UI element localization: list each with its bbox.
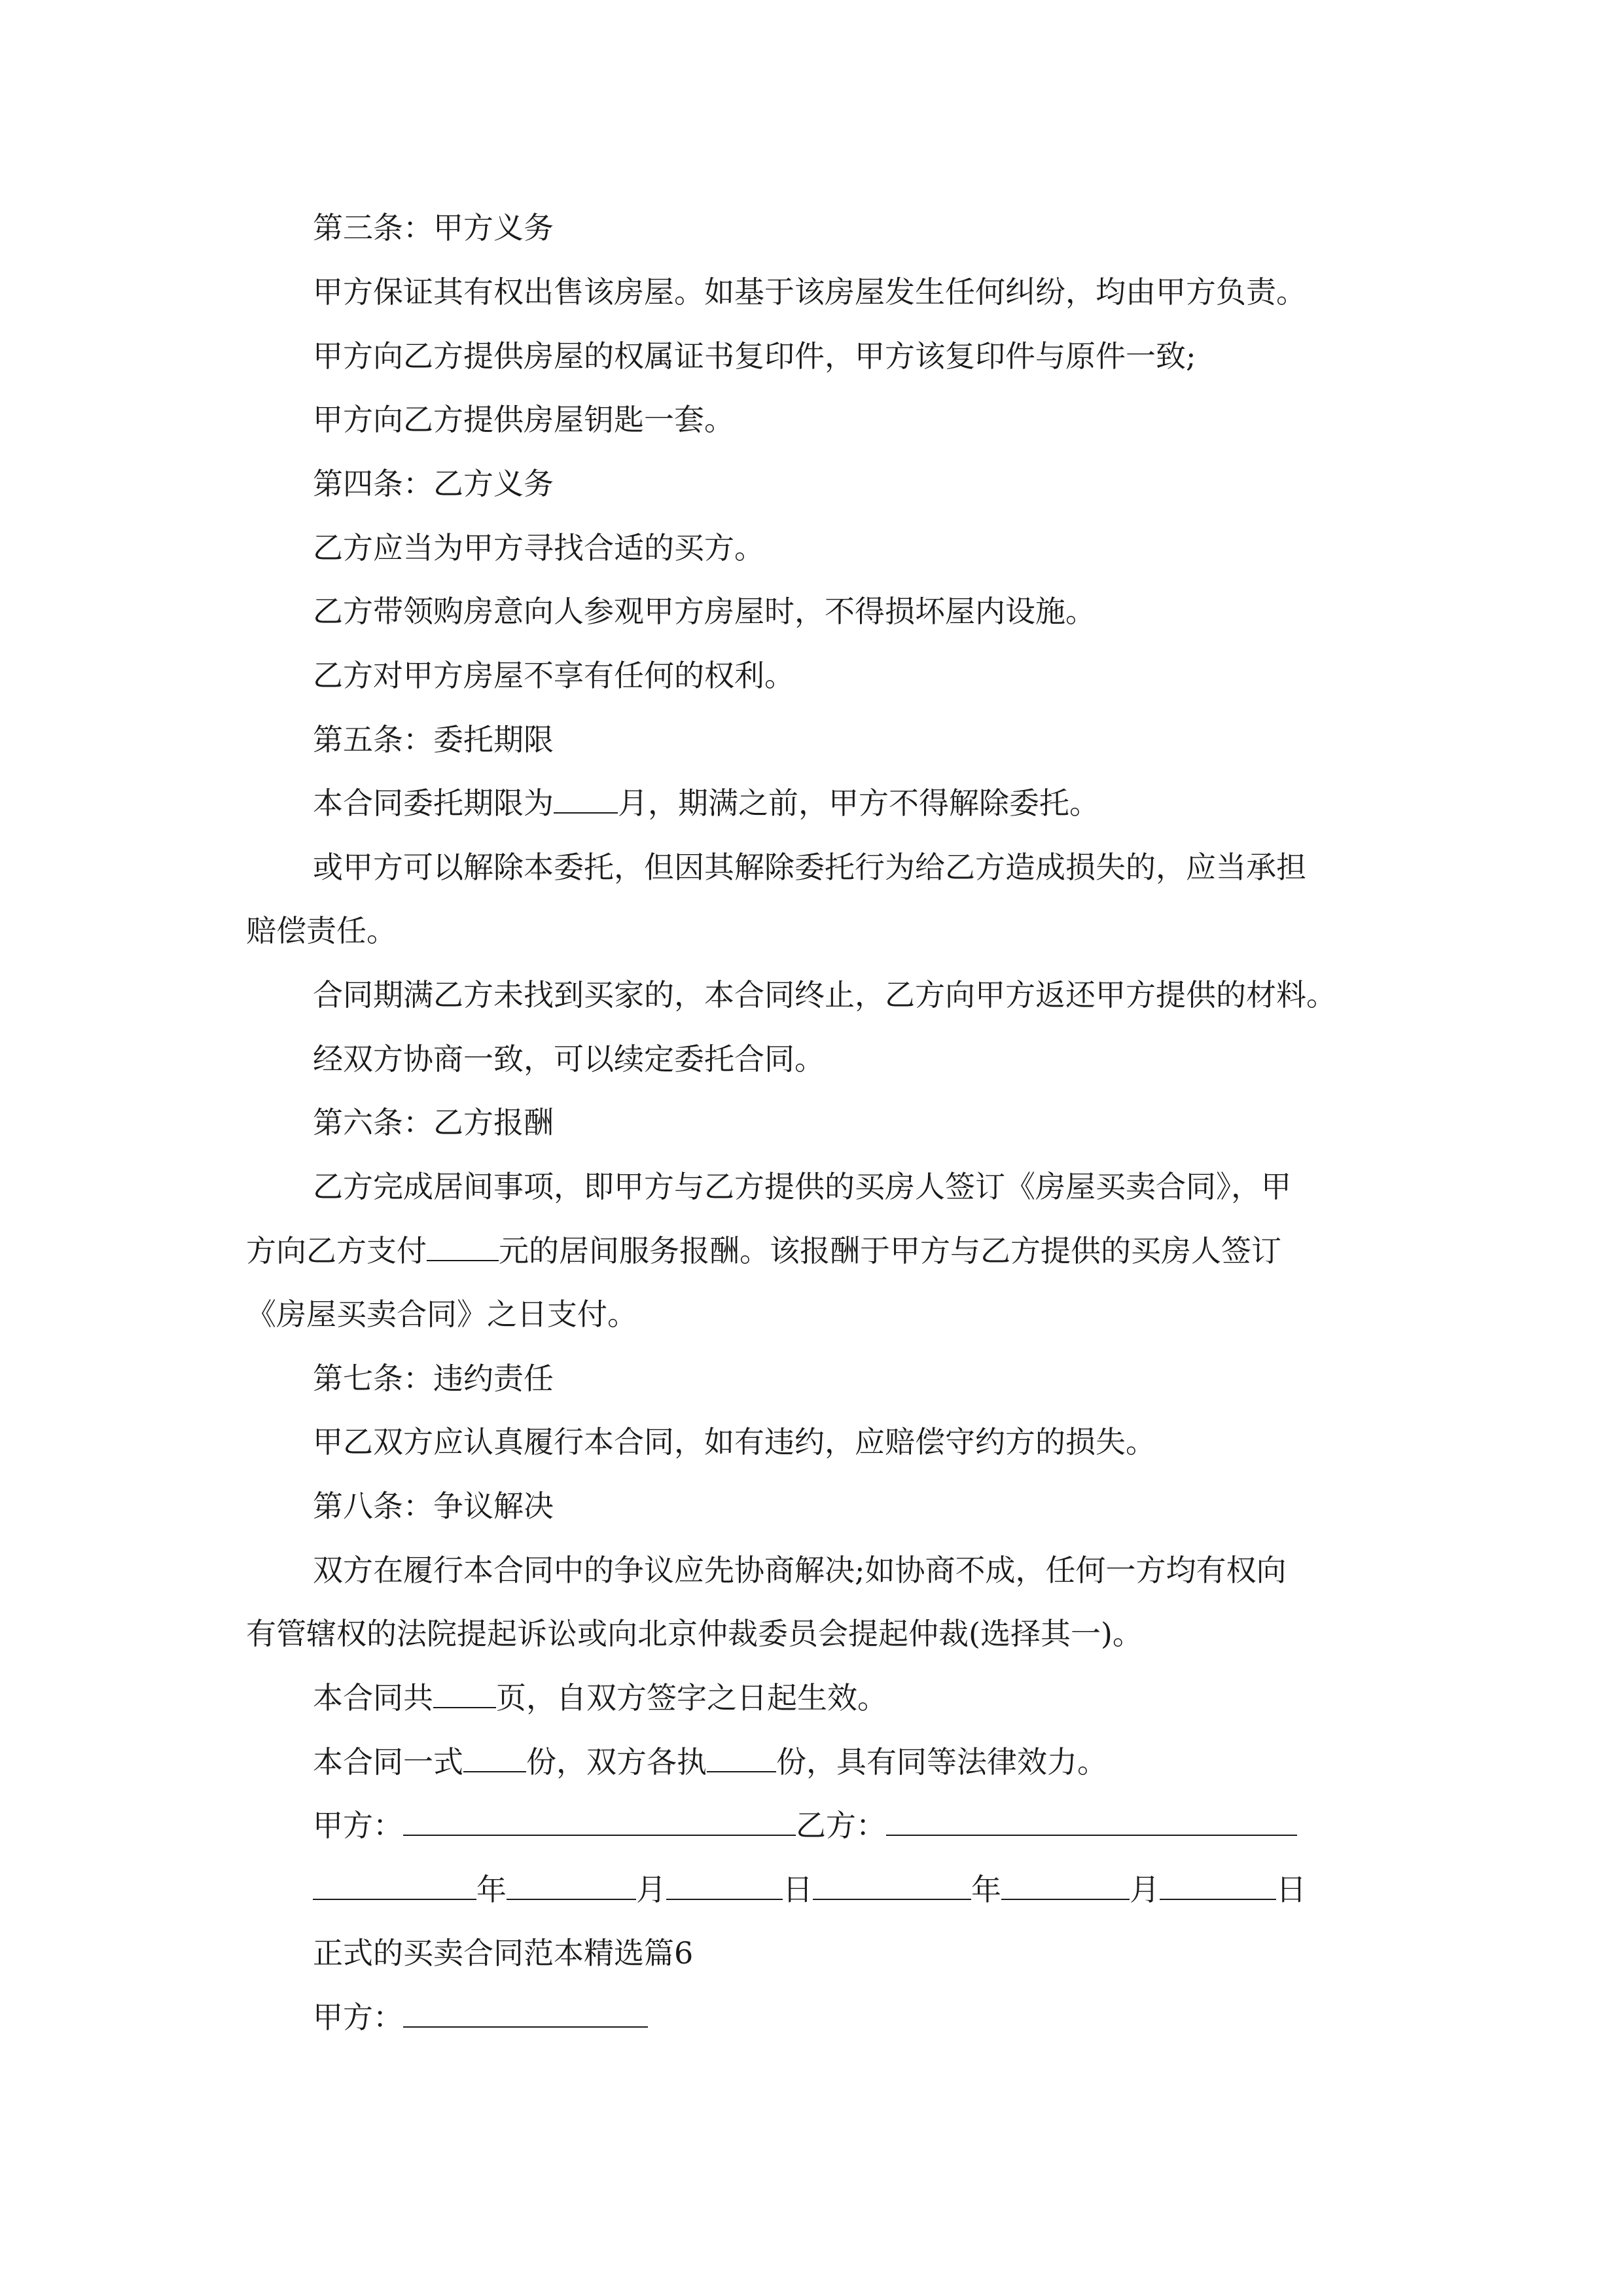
term-prefix: 本合同委托期限为 (313, 785, 554, 821)
article-6-heading: 第六条：乙方报酬 (313, 1105, 554, 1140)
copies-total-blank (463, 1742, 526, 1772)
paragraph: 甲方保证其有权出售该房屋。如基于该房屋发生任何纠纷，均由甲方负责。 (313, 274, 1306, 310)
copies-prefix: 本合同一式 (313, 1744, 463, 1780)
article-5-heading: 第五条：委托期限 (313, 722, 554, 757)
paragraph: 乙方应当为甲方寻找合适的买方。 (313, 530, 764, 565)
term-suffix: 月，期满之前，甲方不得解除委托。 (618, 785, 1099, 821)
article-7-heading: 第七条：违约责任 (313, 1361, 554, 1396)
party-a-signature-blank (403, 1806, 796, 1836)
next-section-title: 正式的买卖合同范本精选篇6 (313, 1935, 694, 1971)
paragraph: 乙方对甲方房屋不享有任何的权利。 (313, 658, 794, 693)
pages-count-blank (433, 1678, 496, 1708)
pages-paragraph (313, 1678, 887, 1717)
paragraph: 乙方带领购房意向人参观甲方房屋时，不得损坏屋内设施。 (313, 594, 1096, 629)
year-label: 年 (476, 1872, 507, 1907)
party-b-year-blank (813, 1870, 971, 1900)
next-party-a-blank (403, 1998, 648, 2028)
paragraph-continuation: 赔偿责任。 (246, 913, 397, 948)
party-a-label: 甲方： (313, 1808, 403, 1843)
party-b-month-blank (1001, 1870, 1130, 1900)
pages-prefix: 本合同共 (313, 1680, 433, 1715)
party-a-day-blank (666, 1870, 783, 1900)
copies-middle: 份，双方各执 (526, 1744, 707, 1780)
paragraph: 甲方向乙方提供房屋钥匙一套。 (313, 402, 734, 437)
day-label: 日 (1276, 1872, 1306, 1907)
paragraph-continuation: 《房屋买卖合同》之日支付。 (246, 1297, 637, 1332)
paragraph: 甲方向乙方提供房屋的权属证书复印件，甲方该复印件与原件一致; (313, 338, 1196, 374)
term-paragraph (313, 783, 1099, 823)
paragraph: 或甲方可以解除本委托，但因其解除委托行为给乙方造成损失的，应当承担 (313, 850, 1306, 885)
month-label: 月 (636, 1872, 666, 1907)
fee-amount-blank (427, 1231, 499, 1261)
copies-suffix: 份，具有同等法律效力。 (776, 1744, 1107, 1780)
term-months-blank (554, 783, 618, 814)
fee-prefix: 方向乙方支付 (246, 1233, 427, 1268)
paragraph-continuation: 有管辖权的法院提起诉讼或向北京仲裁委员会提起仲裁(选择其一)。 (246, 1616, 1143, 1651)
party-a-year-blank (313, 1870, 476, 1900)
article-8-heading: 第八条：争议解决 (313, 1488, 554, 1524)
article-4-heading: 第四条：乙方义务 (313, 466, 554, 501)
paragraph: 合同期满乙方未找到买家的，本合同终止，乙方向甲方返还甲方提供的材料。 (313, 977, 1336, 1013)
paragraph: 经双方协商一致，可以续定委托合同。 (313, 1041, 825, 1077)
pages-suffix: 页，自双方签字之日起生效。 (496, 1680, 887, 1715)
year-label: 年 (971, 1872, 1001, 1907)
party-b-day-blank (1160, 1870, 1276, 1900)
fee-suffix: 元的居间服务报酬。该报酬于甲方与乙方提供的买房人签订 (499, 1233, 1281, 1268)
paragraph: 双方在履行本合同中的争议应先协商解决;如协商不成，任何一方均有权向 (313, 1552, 1287, 1588)
copies-paragraph (313, 1742, 1107, 1782)
next-party-a-label: 甲方： (313, 2000, 403, 2035)
fee-paragraph (246, 1231, 1281, 1270)
signature-line (313, 1806, 1297, 1845)
paragraph: 乙方完成居间事项，即甲方与乙方提供的买房人签订《房屋买卖合同》，甲 (313, 1169, 1291, 1204)
party-a-month-blank (507, 1870, 636, 1900)
party-b-label: 乙方： (796, 1808, 886, 1843)
party-b-signature-blank (886, 1806, 1297, 1836)
next-party-a-line (313, 1998, 648, 2037)
paragraph: 甲乙双方应认真履行本合同，如有违约，应赔偿守约方的损失。 (313, 1424, 1156, 1460)
month-label: 月 (1130, 1872, 1160, 1907)
article-3-heading: 第三条：甲方义务 (313, 210, 554, 245)
day-label: 日 (783, 1872, 813, 1907)
date-line (313, 1870, 1306, 1909)
copies-each-blank (707, 1742, 776, 1772)
